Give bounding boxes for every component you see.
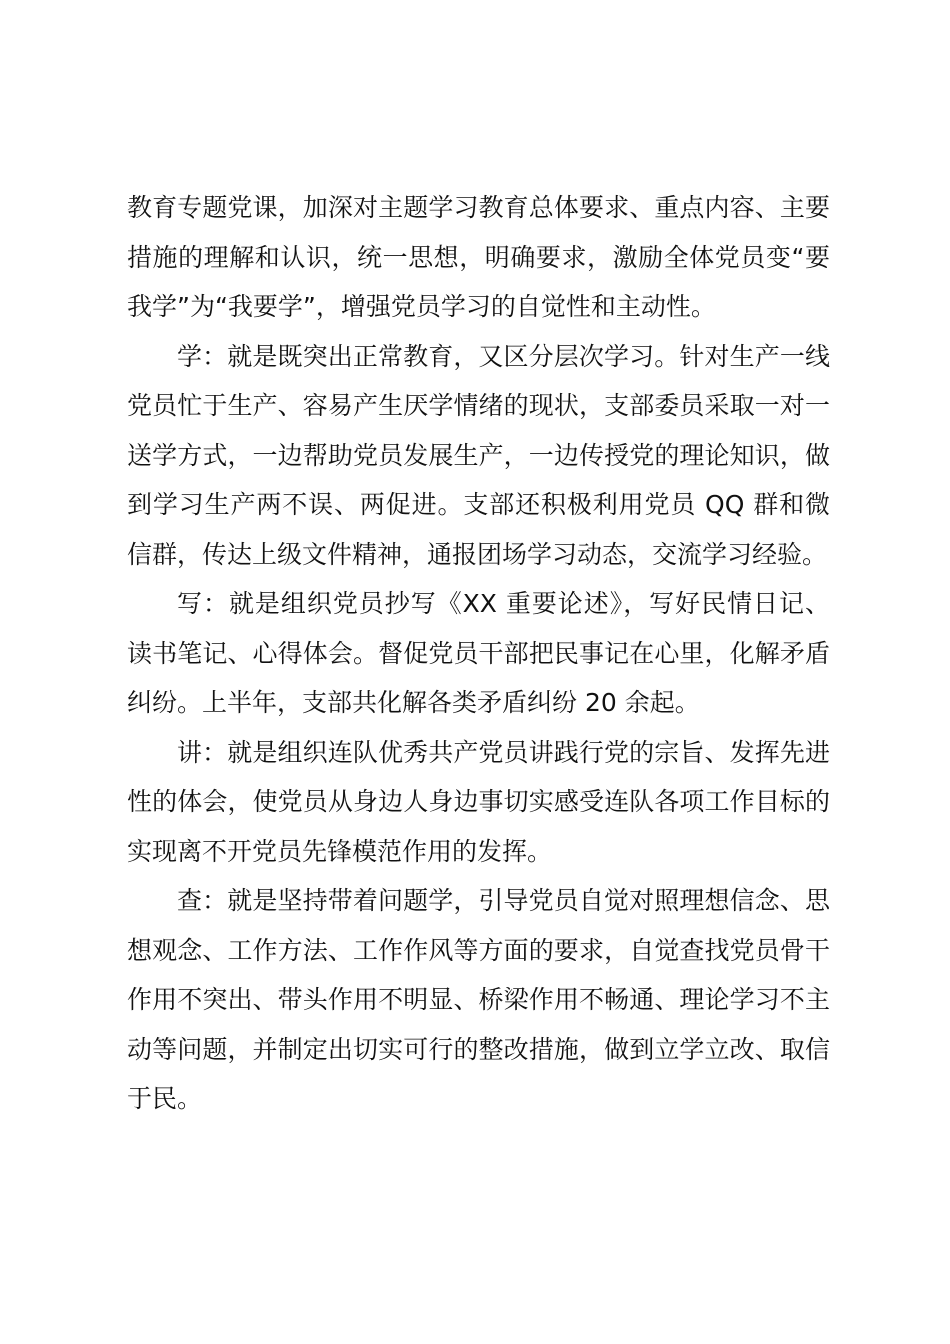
paragraph-cha: 查：就是坚持带着问题学，引导党员自觉对照理想信念、思想观念、工作方法、工作作风等方面的要求，自觉查找党员骨干作用不突出、带头作用不明显、桥梁作用不畅通、理论学习不主动等问题，并制定出切实可行的整改措施，做到立学立改、取信于民。: [127, 886, 830, 1113]
paragraph-continuation: 教育专题党课，加深对主题学习教育总体要求、重点内容、主要措施的理解和认识，统一思想，明确要求，激励全体党员变“要我学”为“我要学”，增强党员学习的自觉性和主动性。: [127, 193, 830, 321]
document-body: [127, 183, 830, 1124]
paragraph-xie: 写：就是组织党员抄写《XX 重要论述》，写好民情日记、读书笔记、心得体会。督促党员干部把民事记在心里，化解矛盾纠纷。上半年，支部共化解各类矛盾纠纷 20 余起。: [127, 589, 830, 717]
paragraph-jiang: 讲：就是组织连队优秀共产党员讲践行党的宗旨、发挥先进性的体会，使党员从身边人身边事切实感受连队各项工作目标的实现离不开党员先锋模范作用的发挥。: [127, 737, 830, 866]
paragraph-xue: 学：就是既突出正常教育，又区分层次学习。针对生产一线党员忙于生产、容易产生厌学情绪的现状，支部委员采取一对一送学方式，一边帮助党员发展生产，一边传授党的理论知识，做到学习生产两不误、两促进。支部还积极利用党员 QQ 群和微信群，传达上级文件精神，通报团场学习动态，交流学习经验。: [127, 341, 830, 569]
